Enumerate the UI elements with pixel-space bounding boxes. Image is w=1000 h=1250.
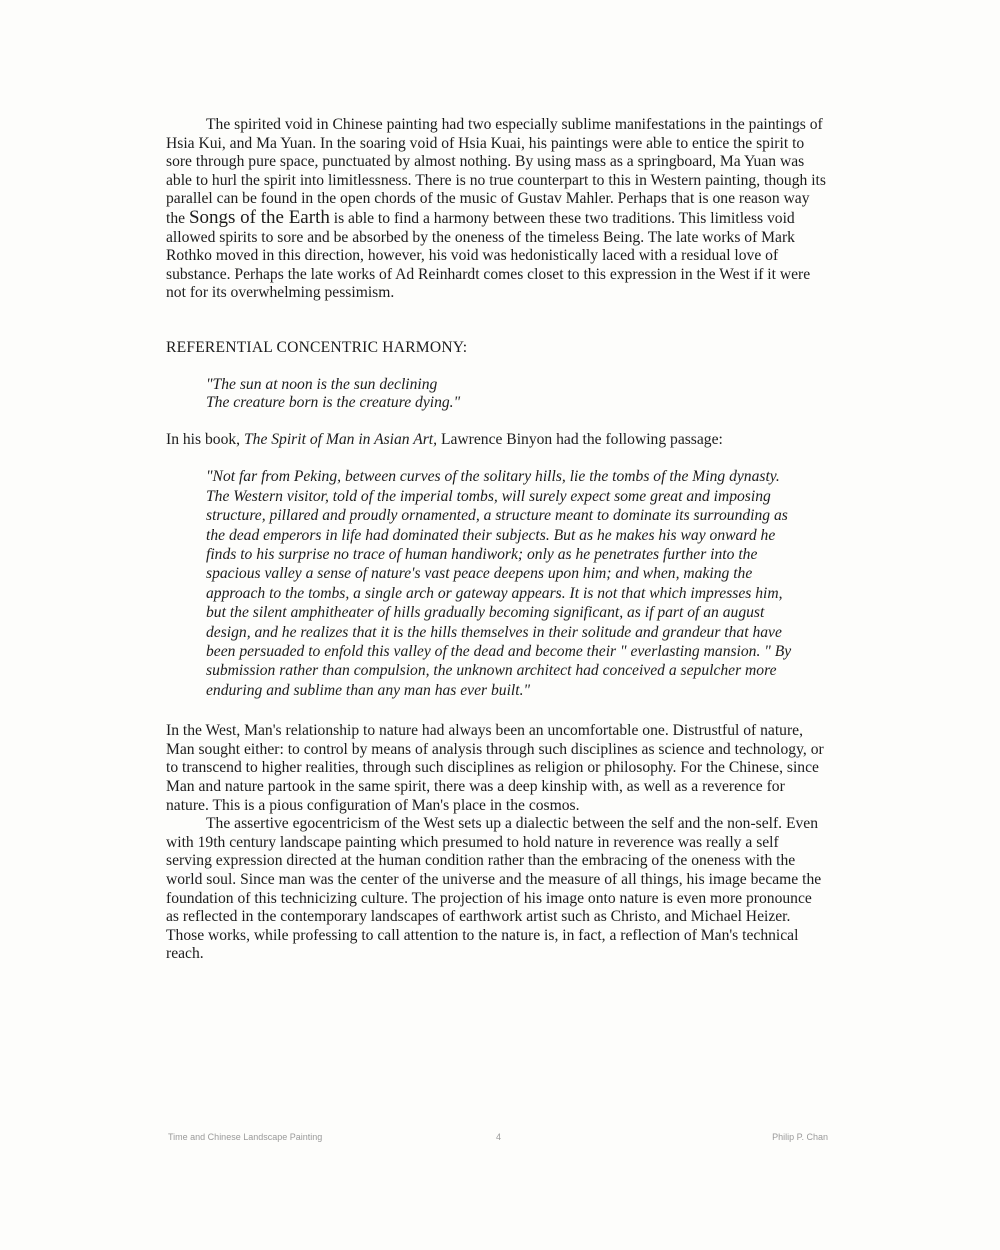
block-quote-binyon: "Not far from Peking, between curves of the solitary hills, lie the tombs of the Ming dynasty. The Western visitor, told of the imperial tombs, will surely expect some great and imposing structure, pillared and proudly ornamented, a structure meant to dominate its surrounding as the dead emperors in life had dominated their subjects. But as he makes his way onward he finds to his surprise no trace of human handiwork; only as he penetrates further into the spacious valley a sense of nature's vast peace deepens upon him; and when, making the approach to the tombs, a single arch or gateway appears. It is not that which impresses him, but the silent amphitheater of hills gradually becoming significant, as if part of an august design, and he realizes that it is the hills themselves in their solitude and grandeur that have been persuaded to enfold this valley of the dead and become their " everlasting mansion. " By submission rather than compulsion, the unknown architect had conceived a sepulcher more enduring and sublime than any man has ever built." (206, 468, 792, 699)
book-title: The Spirit of Man in Asian Art, (243, 430, 438, 448)
paragraph-text: The spirited void in Chinese painting had two especially sublime manifestations in the paintings of Hsia Kui, and Ma Yuan. In the soaring void of Hsia Kuai, his paintings were able to entice the spirit to sore through pure space, punctuated by almost nothing. By using mass as a springboard, Ma Yuan was able to hurl the spirit into limitlessness. There is no true counterpart to this in Western painting, though its parallel can be found in the open chords of the music of Gustav Mahler. Perhaps that is one reason way the (166, 116, 826, 227)
book-intro (166, 431, 828, 450)
footer-title: Time and Chinese Landscape Painting (168, 1132, 323, 1142)
section-heading: REFERENTIAL CONCENTRIC HARMONY: (166, 338, 468, 356)
page-number: 4 (496, 1132, 502, 1142)
book-intro-text: In his book, (166, 430, 244, 448)
book-intro-text: Lawrence Binyon had the following passage: (437, 430, 723, 448)
epigraph-line: "The sun at noon is the sun declining (206, 375, 438, 393)
paragraph-egocentricism: The assertive egocentricism of the West sets up a dialectic between the self and the non-self. Even with 19th century landscape painting which presumed to hold nature in reverence was really a self serving expression directed at the human condition rather than the embracing of the oneness with the world soul. Since man was the center of the universe and the measure of all things, his image became the foundation of this technicizing culture. The projection of his image onto nature is even more pronounce as reflected in the contemporary landscapes of earthwork artist such as Christo, and Michael Heizer. Those works, while professing to call attention to the nature is, in fact, a reflection of Man's technical reach. (166, 815, 822, 963)
epigraph-line: The creature born is the creature dying." (206, 394, 461, 412)
paragraph-text: is able to find a harmony between these two traditions. This limitless void allowed spirits to sore and be absorbed by the oneness of the timeless Being. The late works of Mark Rothko moved in this direction, however, his void was hedonistically laced with a residual love of substance. Perhaps the late works of Ad Reinhardt comes closet to this expression in the West if it were not for its overwhelming pessimism. (166, 209, 811, 302)
paragraph-west-nature: In the West, Man's relationship to nature had always been an uncomfortable one. Distrustful of nature, Man sought either: to control by means of analysis through such disciplines as science and technology, or to transcend to higher realities, through such disciplines as religion or philosophy. For the Chinese, since Man and nature partook in the same spirit, there was a deep kinship with, as well as a reverence for nature. This is a pious configuration of Man's place in the cosmos. (166, 722, 824, 814)
paragraph-spirited-void (166, 116, 828, 303)
songs-of-the-earth-title: Songs of the Earth (188, 206, 330, 228)
footer-author: Philip P. Chan (772, 1132, 828, 1142)
document-body (166, 116, 828, 964)
epigraph (206, 376, 828, 413)
